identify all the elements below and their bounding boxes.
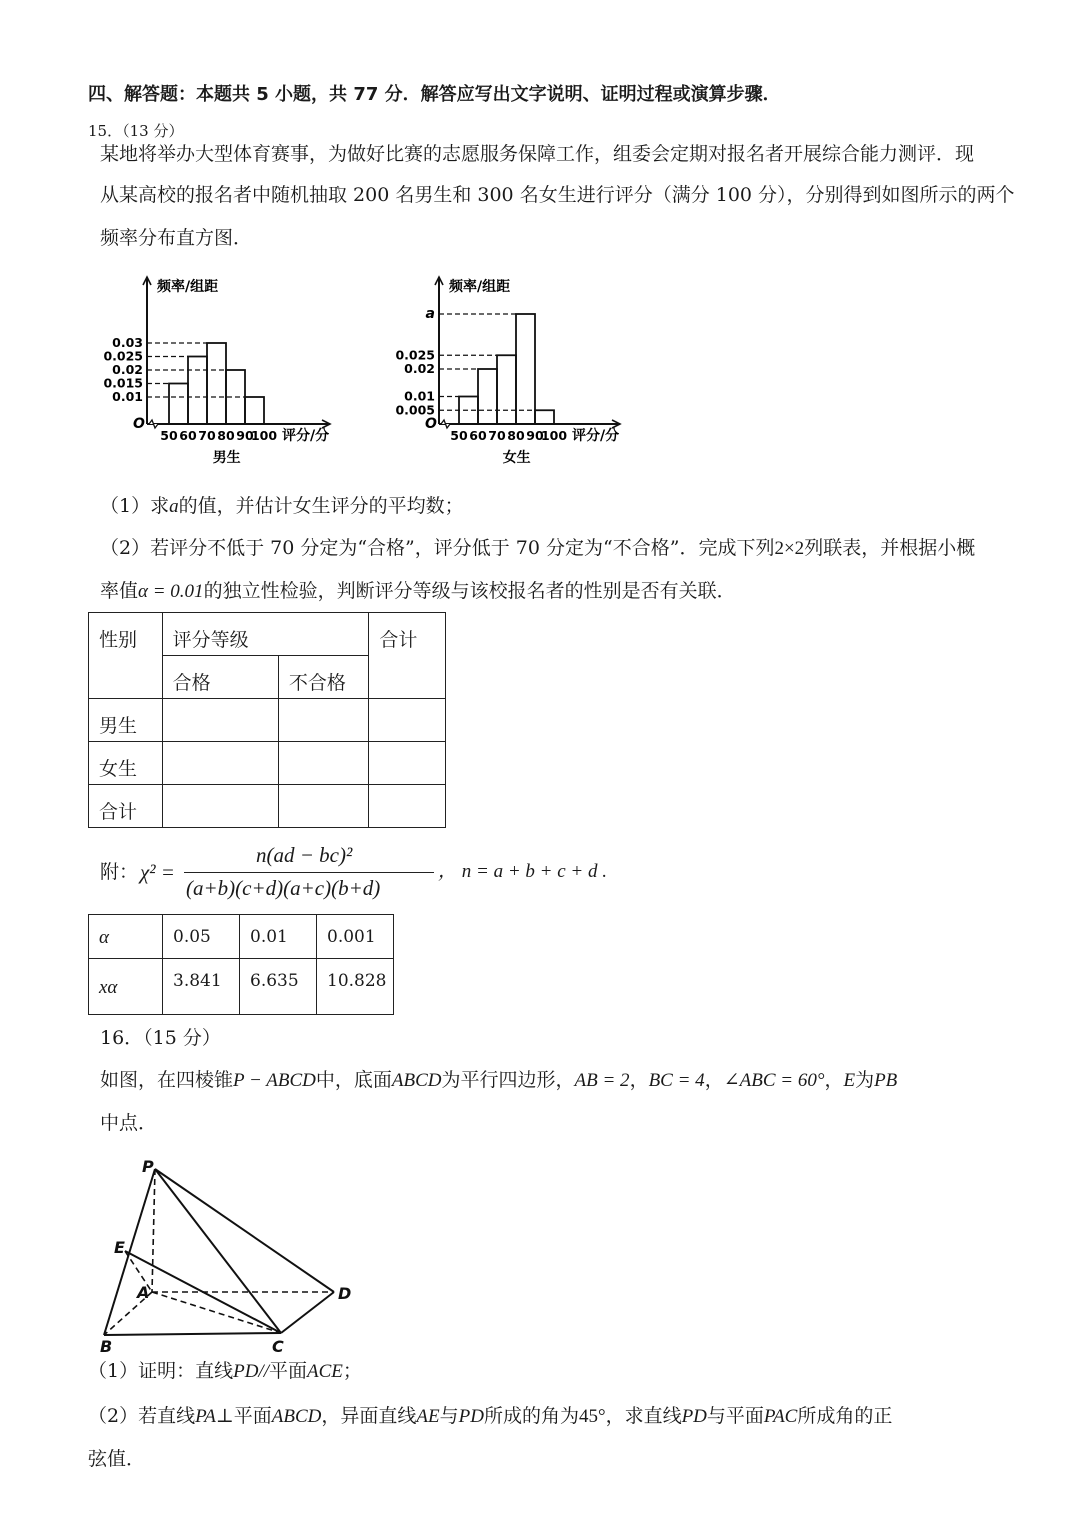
male-ytick-0: 0.03 bbox=[112, 335, 143, 350]
q16-part1-a: （1）证明：直线 bbox=[88, 1360, 234, 1382]
female-xtick-70: 70 bbox=[488, 428, 506, 443]
edge-pa bbox=[152, 1169, 155, 1292]
q15-part2-line2-b: 的独立性检验，判断评分等级与该校报名者的性别是否有关联． bbox=[203, 580, 736, 602]
q15-stem-line1: 某地将举办大型体育赛事，为做好比赛的志愿服务保障工作，组委会定期对报名者开展综合能力测评．现 bbox=[100, 143, 975, 165]
q16-part2-d: 与 bbox=[439, 1405, 459, 1427]
header-pass: 合格 bbox=[162, 656, 278, 699]
appendix-label: 附： bbox=[100, 861, 139, 883]
male-ytick-4: 0.01 bbox=[112, 389, 143, 404]
male-xtick-50: 50 bbox=[160, 428, 178, 443]
q16-part2-g: 与平面 bbox=[706, 1405, 764, 1427]
formula-numerator: n(ad − bc)² bbox=[256, 843, 353, 867]
edge-pb bbox=[104, 1169, 155, 1335]
q16-part2-f: ，求直线 bbox=[605, 1405, 682, 1427]
label-e: E bbox=[114, 1238, 125, 1257]
header-grade: 评分等级 bbox=[162, 613, 369, 656]
row-x-header: xα bbox=[89, 959, 163, 1015]
row-alpha-header: α bbox=[89, 915, 163, 959]
label-b: B bbox=[100, 1337, 113, 1356]
header-gender: 性别 bbox=[89, 613, 163, 699]
q16-part2-b: 平面 bbox=[233, 1405, 272, 1427]
edge-pc bbox=[155, 1169, 281, 1333]
q16-part2-h: 所成角的正 bbox=[797, 1405, 893, 1427]
q16-math-ab: AB = 2 bbox=[574, 1070, 630, 1091]
row-female: 女生 bbox=[89, 742, 163, 785]
male-xtick-70: 70 bbox=[198, 428, 216, 443]
header-total: 合计 bbox=[369, 613, 446, 699]
q15-part2-line2-a: 率值 bbox=[100, 580, 139, 602]
q16-math-base: ABCD bbox=[391, 1070, 442, 1091]
q16-part2-e: 所成的角为 bbox=[483, 1405, 579, 1427]
female-origin: O bbox=[425, 416, 437, 432]
female-ytick-3: 0.01 bbox=[404, 388, 435, 404]
alpha-0: 0.05 bbox=[163, 915, 240, 959]
edge-bc bbox=[104, 1333, 281, 1335]
q15-stem-line3: 频率分布直方图． bbox=[100, 227, 253, 249]
q16-math-angle: ∠ABC = 60° bbox=[723, 1070, 825, 1091]
q15-part1-prefix: （1）求 bbox=[100, 495, 170, 517]
label-a: A bbox=[137, 1283, 150, 1302]
alpha-1: 0.01 bbox=[240, 915, 317, 959]
q16-text-b: 中，底面 bbox=[315, 1069, 392, 1091]
q16-part1-m1: PD// bbox=[233, 1361, 269, 1382]
q16-part2-m3: AE bbox=[416, 1406, 440, 1427]
q16-part2-c: ，异面直线 bbox=[321, 1405, 417, 1427]
male-ytick-1: 0.025 bbox=[103, 348, 143, 364]
male-xtick-60: 60 bbox=[179, 428, 197, 443]
female-xlabel: 评分/分 bbox=[572, 428, 620, 444]
q16-math-pyramid: P − ABCD bbox=[233, 1070, 316, 1091]
q16-part2-m7: PAC bbox=[763, 1406, 798, 1427]
female-title: 女生 bbox=[502, 450, 531, 466]
label-p: P bbox=[142, 1157, 154, 1176]
female-ytick-0: a bbox=[425, 306, 435, 322]
xval-0: 3.841 bbox=[163, 959, 240, 1015]
q16-part1-b: 平面 bbox=[268, 1360, 307, 1382]
male-ytick-3: 0.015 bbox=[103, 375, 143, 391]
alpha-2: 0.001 bbox=[317, 915, 394, 959]
label-c: C bbox=[272, 1337, 284, 1356]
q16-math-e: E bbox=[843, 1070, 856, 1091]
female-xtick-100: 100 bbox=[540, 428, 568, 443]
q16-stem-line2: 中点． bbox=[100, 1112, 158, 1134]
q16-number: 16．（15 分） bbox=[100, 1027, 221, 1049]
q16-part2-m1: PA⊥ bbox=[195, 1406, 234, 1427]
q16-text-c: 为平行四边形， bbox=[441, 1069, 575, 1091]
female-ytick-4: 0.005 bbox=[395, 402, 435, 418]
q15-part2-math: 2×2 bbox=[774, 538, 805, 559]
q16-sep3: ， bbox=[824, 1069, 844, 1091]
male-title: 男生 bbox=[212, 450, 241, 466]
q16-text-a: 如图，在四棱锥 bbox=[100, 1069, 234, 1091]
male-xtick-90: 90 bbox=[236, 428, 254, 443]
female-xtick-90: 90 bbox=[526, 428, 544, 443]
q16-part2-m4: PD bbox=[458, 1406, 484, 1427]
q16-part2-m5: 45° bbox=[578, 1406, 606, 1427]
q16-text-d: 为 bbox=[855, 1069, 875, 1091]
female-xtick-80: 80 bbox=[507, 428, 525, 443]
female-ylabel: 频率/组距 bbox=[449, 279, 511, 295]
formula-tail: ， n = a + b + c + d . bbox=[438, 861, 607, 882]
male-xtick-80: 80 bbox=[217, 428, 235, 443]
q15-part2-text-b: 列联表，并根据小概 bbox=[804, 537, 976, 559]
q16-math-pb: PB bbox=[874, 1070, 898, 1091]
q16-part1 bbox=[88, 1362, 362, 1381]
q15-alpha-value: α = 0.01 bbox=[138, 581, 204, 602]
male-ylabel: 频率/组距 bbox=[157, 279, 219, 295]
section-header: 四、解答题：本题共 5 小题，共 77 分．解答应写出文字说明、证明过程或演算步骤． bbox=[88, 84, 781, 105]
header-fail: 不合格 bbox=[278, 656, 368, 699]
row-male: 男生 bbox=[89, 699, 163, 742]
edge-pd bbox=[155, 1169, 334, 1292]
xval-1: 6.635 bbox=[240, 959, 317, 1015]
male-xtick-100: 100 bbox=[250, 428, 278, 443]
female-xtick-60: 60 bbox=[469, 428, 487, 443]
female-ytick-1: 0.025 bbox=[395, 347, 435, 363]
q16-part2-m2: ABCD bbox=[271, 1406, 322, 1427]
male-xlabel: 评分/分 bbox=[282, 428, 330, 444]
q16-part1-c: ； bbox=[342, 1360, 362, 1382]
row-total: 合计 bbox=[89, 785, 163, 828]
q15-number: 15．（13 分） bbox=[88, 122, 184, 140]
female-ytick-2: 0.02 bbox=[404, 361, 435, 376]
q16-math-bc: BC = 4 bbox=[648, 1070, 705, 1091]
q15-part2-text-a: （2）若评分不低于 70 分定为“合格”，评分低于 70 分定为“不合格”．完成下列 bbox=[100, 537, 775, 559]
label-d: D bbox=[338, 1284, 352, 1303]
q16-part2-a: （2）若直线 bbox=[88, 1405, 196, 1427]
q15-part1-suffix: 的值，并估计女生评分的平均数； bbox=[178, 495, 464, 517]
male-origin: O bbox=[133, 416, 145, 432]
formula-lhs: χ² = bbox=[140, 860, 175, 884]
q16-sep2: ， bbox=[704, 1069, 724, 1091]
q15-stem-line2: 从某高校的报名者中随机抽取 200 名男生和 300 名女生进行评分（满分 100 分），分别得到如图所示的两个 bbox=[100, 184, 1015, 206]
xval-2: 10.828 bbox=[317, 959, 394, 1015]
q16-part2-m6: PD bbox=[681, 1406, 707, 1427]
q15-part1-var: a bbox=[169, 496, 179, 517]
q16-part2-line1 bbox=[88, 1407, 892, 1426]
formula-denominator: (a+b)(c+d)(a+c)(b+d) bbox=[186, 876, 381, 900]
female-xtick-50: 50 bbox=[450, 428, 468, 443]
edge-cd bbox=[281, 1292, 334, 1333]
male-ytick-2: 0.02 bbox=[112, 362, 143, 377]
q16-sep1: ， bbox=[629, 1069, 649, 1091]
q16-part2-line2: 弦值． bbox=[88, 1448, 146, 1470]
q16-part1-m2: ACE bbox=[307, 1361, 343, 1382]
